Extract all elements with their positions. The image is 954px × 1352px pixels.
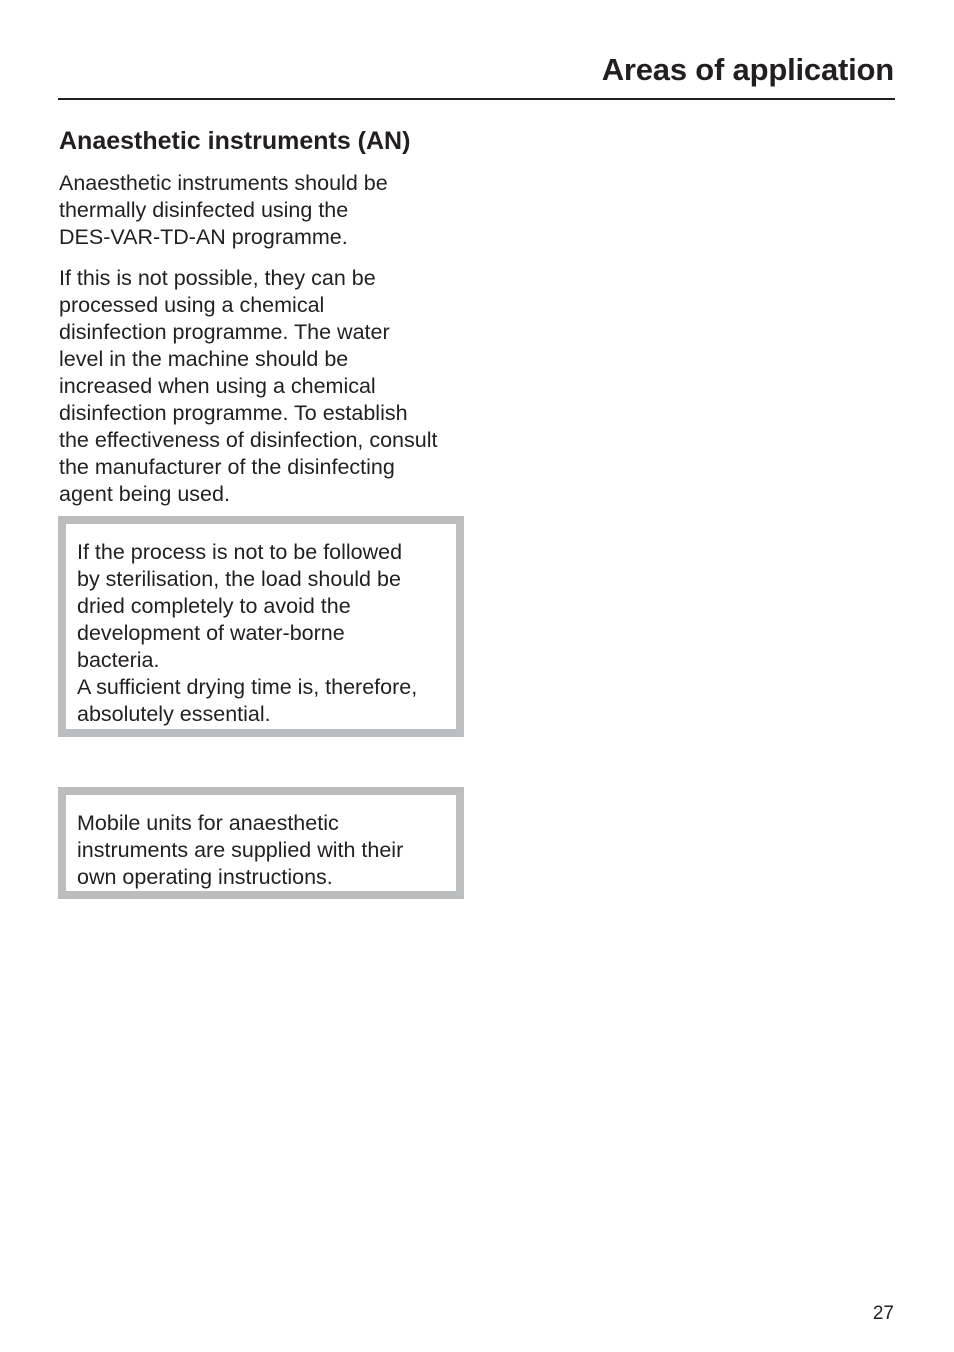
note-line: If the process is not to be followed bbox=[77, 540, 403, 564]
paragraph-chemical-disinfection bbox=[59, 265, 469, 508]
paragraph-line: disinfection programme. To establish bbox=[59, 401, 408, 425]
paragraph-line: If this is not possible, they can be bbox=[59, 266, 376, 290]
note-line: by sterilisation, the load should be bbox=[77, 567, 401, 591]
note-line: bacteria. bbox=[77, 648, 160, 672]
section-heading: Anaesthetic instruments (AN) bbox=[59, 127, 411, 155]
page-number: 27 bbox=[872, 1303, 894, 1324]
paragraph-line: DES-VAR-TD-AN programme. bbox=[59, 225, 348, 249]
paragraph-line: Anaesthetic instruments should be bbox=[59, 171, 388, 195]
paragraph-line: the manufacturer of the disinfecting bbox=[59, 455, 395, 479]
paragraph-line: thermally disinfected using the bbox=[59, 198, 349, 222]
note-box-drying bbox=[58, 516, 464, 737]
paragraph-line: level in the machine should be bbox=[59, 347, 349, 371]
paragraph-line: processed using a chemical bbox=[59, 293, 325, 317]
note-line: A sufficient drying time is, therefore, bbox=[77, 675, 418, 699]
note-line: dried completely to avoid the bbox=[77, 594, 351, 618]
note-line: instruments are supplied with their bbox=[77, 838, 404, 862]
paragraph-line: agent being used. bbox=[59, 482, 230, 506]
page-title: Areas of application bbox=[601, 52, 894, 87]
paragraph-line: the effectiveness of disinfection, consult bbox=[59, 428, 438, 452]
paragraph-intro bbox=[59, 170, 469, 251]
paragraph-line: increased when using a chemical bbox=[59, 374, 376, 398]
note-line: absolutely essential. bbox=[77, 702, 271, 726]
paragraph-line: disinfection programme. The water bbox=[59, 320, 390, 344]
header-divider bbox=[58, 98, 895, 100]
note-line: own operating instructions. bbox=[77, 865, 333, 889]
note-line: development of water-borne bbox=[77, 621, 345, 645]
note-line: Mobile units for anaesthetic bbox=[77, 811, 339, 835]
note-box-mobile-units bbox=[58, 787, 464, 899]
